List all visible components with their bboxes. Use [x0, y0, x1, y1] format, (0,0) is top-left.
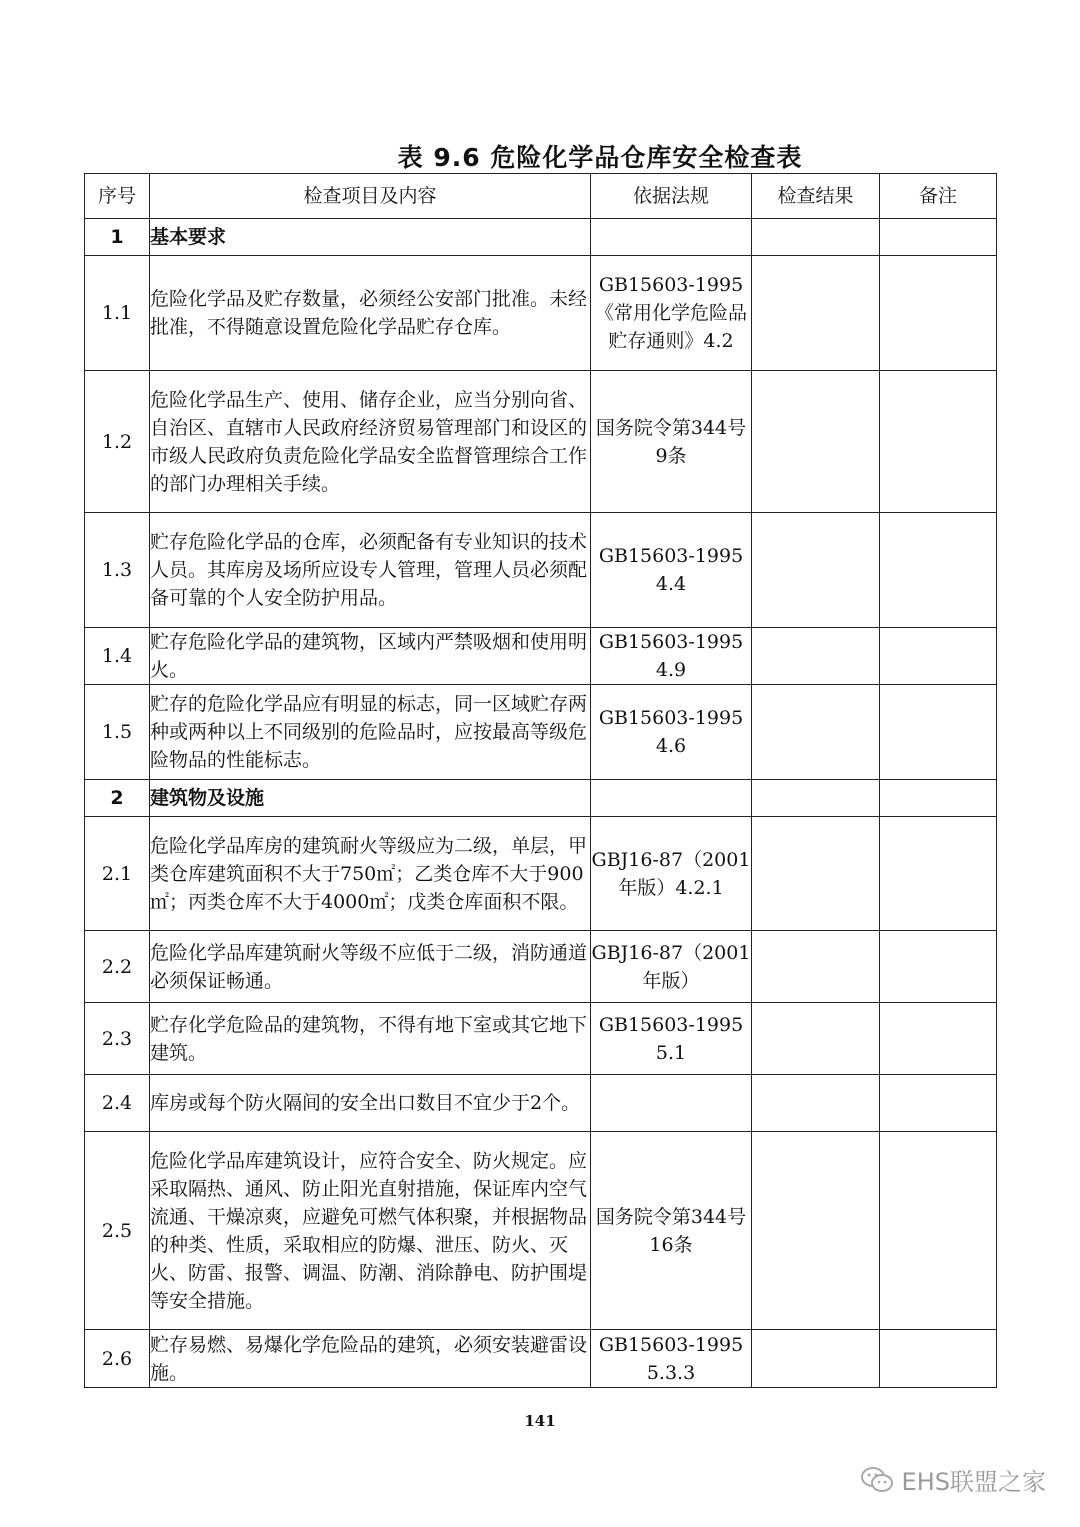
- row-item: 库房或每个防火隔间的安全出口数目不宜少于2个。: [150, 1075, 591, 1132]
- row-remark: [880, 1330, 997, 1388]
- header-num: 序号: [85, 174, 150, 219]
- table-row: [85, 1330, 997, 1388]
- row-num: 2: [85, 780, 150, 817]
- row-law: GB15603-1995 5.1: [591, 1003, 752, 1075]
- row-result: [752, 685, 880, 780]
- row-item: 危险化学品库建筑设计，应符合安全、防火规定。应采取隔热、通风、防止阳光直射措施，保证库内空气流通、干燥凉爽，应避免可燃气体积聚，并根据物品的种类、性质，采取相应的防爆、泄压、防火、灭火、防雷、报警、调温、防潮、消除静电、防护围堤等安全措施。: [150, 1132, 591, 1330]
- row-num: 2.1: [85, 817, 150, 931]
- header-law: 依据法规: [591, 174, 752, 219]
- table-row: [85, 628, 997, 685]
- page-number: 141: [524, 1412, 556, 1430]
- row-result: [752, 219, 880, 256]
- row-num: 1.3: [85, 513, 150, 628]
- row-num: 1.5: [85, 685, 150, 780]
- row-law: GBJ16-87（2001年版）: [591, 931, 752, 1003]
- row-result: [752, 931, 880, 1003]
- header-row: [85, 174, 997, 219]
- row-remark: [880, 931, 997, 1003]
- row-item: 基本要求: [150, 219, 591, 256]
- row-law: [591, 780, 752, 817]
- section-row: [85, 780, 997, 817]
- header-result: 检查结果: [752, 174, 880, 219]
- row-result: [752, 817, 880, 931]
- row-item: 贮存的危险化学品应有明显的标志，同一区域贮存两种或两种以上不同级别的危险品时，应按最高等级危险物品的性能标志。: [150, 685, 591, 780]
- row-law: GB15603-1995 4.9: [591, 628, 752, 685]
- row-result: [752, 780, 880, 817]
- row-remark: [880, 219, 997, 256]
- row-num: 2.6: [85, 1330, 150, 1388]
- row-result: [752, 1330, 880, 1388]
- table-row: [85, 685, 997, 780]
- row-num: 1.4: [85, 628, 150, 685]
- row-item: 建筑物及设施: [150, 780, 591, 817]
- row-law: GB15603-1995《常用化学危险品贮存通则》4.2: [591, 256, 752, 371]
- section-row: [85, 219, 997, 256]
- row-remark: [880, 371, 997, 513]
- row-remark: [880, 256, 997, 371]
- table-row: [85, 931, 997, 1003]
- row-num: 1.1: [85, 256, 150, 371]
- row-result: [752, 256, 880, 371]
- row-law: GB15603-1995 5.3.3: [591, 1330, 752, 1388]
- row-law: GB15603-1995 4.6: [591, 685, 752, 780]
- row-num: 1.2: [85, 371, 150, 513]
- row-remark: [880, 1003, 997, 1075]
- row-remark: [880, 628, 997, 685]
- row-law: [591, 1075, 752, 1132]
- row-remark: [880, 685, 997, 780]
- watermark-text: EHS联盟之家: [901, 1468, 1046, 1496]
- checklist-table: [84, 173, 997, 1388]
- wechat-icon: [860, 1466, 894, 1494]
- row-result: [752, 1132, 880, 1330]
- row-result: [752, 371, 880, 513]
- row-num: 1: [85, 219, 150, 256]
- row-result: [752, 1075, 880, 1132]
- table-row: [85, 1003, 997, 1075]
- row-remark: [880, 780, 997, 817]
- row-item: 危险化学品生产、使用、储存企业，应当分别向省、自治区、直辖市人民政府经济贸易管理部门和设区的市级人民政府负责危险化学品安全监督管理综合工作的部门办理相关手续。: [150, 371, 591, 513]
- row-item: 贮存化学危险品的建筑物，不得有地下室或其它地下建筑。: [150, 1003, 591, 1075]
- row-law: [591, 219, 752, 256]
- row-law: 国务院令第344号9条: [591, 371, 752, 513]
- header-remark: 备注: [880, 174, 997, 219]
- row-item: 贮存易燃、易爆化学危险品的建筑，必须安装避雷设施。: [150, 1330, 591, 1388]
- row-item: 贮存危险化学品的仓库，必须配备有专业知识的技术人员。其库房及场所应设专人管理，管理人员必须配备可靠的个人安全防护用品。: [150, 513, 591, 628]
- row-result: [752, 1003, 880, 1075]
- row-law: GBJ16-87（2001年版）4.2.1: [591, 817, 752, 931]
- table-row: [85, 256, 997, 371]
- table-row: [85, 371, 997, 513]
- row-remark: [880, 1075, 997, 1132]
- row-law: GB15603-1995 4.4: [591, 513, 752, 628]
- header-item: 检查项目及内容: [150, 174, 591, 219]
- row-result: [752, 513, 880, 628]
- row-item: 危险化学品库房的建筑耐火等级应为二级，单层，甲类仓库建筑面积不大于750㎡；乙类仓库不大于900㎡；丙类仓库不大于4000㎡；戊类仓库面积不限。: [150, 817, 591, 931]
- row-item: 危险化学品及贮存数量，必须经公安部门批准。未经批准，不得随意设置危险化学品贮存仓库。: [150, 256, 591, 371]
- row-remark: [880, 817, 997, 931]
- row-remark: [880, 1132, 997, 1330]
- row-num: 2.2: [85, 931, 150, 1003]
- row-law: 国务院令第344号16条: [591, 1132, 752, 1330]
- row-result: [752, 628, 880, 685]
- table-row: [85, 1132, 997, 1330]
- row-num: 2.4: [85, 1075, 150, 1132]
- row-item: 贮存危险化学品的建筑物，区域内严禁吸烟和使用明火。: [150, 628, 591, 685]
- watermark: [860, 1462, 1046, 1497]
- row-num: 2.5: [85, 1132, 150, 1330]
- table-title: 表 9.6 危险化学品仓库安全检查表: [397, 143, 803, 172]
- table-row: [85, 817, 997, 931]
- row-item: 危险化学品库建筑耐火等级不应低于二级，消防通道必须保证畅通。: [150, 931, 591, 1003]
- row-num: 2.3: [85, 1003, 150, 1075]
- table-row: [85, 1075, 997, 1132]
- table-row: [85, 513, 997, 628]
- row-remark: [880, 513, 997, 628]
